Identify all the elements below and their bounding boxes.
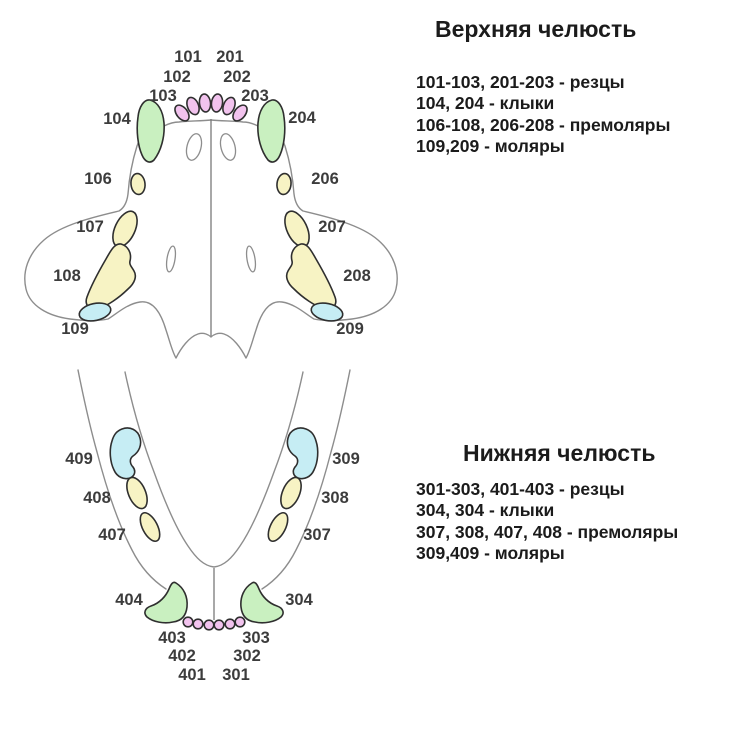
lower-jaw-title: Нижняя челюсть xyxy=(463,440,656,466)
tooth-label-309: 309 xyxy=(332,450,360,468)
tooth-408 xyxy=(123,474,152,511)
tooth-label-201: 201 xyxy=(216,48,244,66)
tooth-303 xyxy=(235,617,245,627)
upper-jaw-title: Верхняя челюсть xyxy=(435,16,637,42)
tooth-label-403: 403 xyxy=(158,629,186,647)
tooth-label-404: 404 xyxy=(115,591,143,609)
tooth-201 xyxy=(210,93,223,112)
tooth-label-109: 109 xyxy=(61,320,89,338)
upper-legend-line-molars: 109,209 - моляры xyxy=(416,136,565,157)
tooth-label-308: 308 xyxy=(321,489,349,507)
tooth-308 xyxy=(277,474,306,511)
tooth-label-407: 407 xyxy=(98,526,126,544)
upper-legend-line-incisors: 101-103, 201-203 - резцы xyxy=(416,72,625,92)
tooth-402 xyxy=(193,619,203,629)
tooth-label-307: 307 xyxy=(303,526,331,544)
tooth-label-303: 303 xyxy=(242,629,270,647)
tooth-label-208: 208 xyxy=(343,267,371,285)
tooth-label-209: 209 xyxy=(336,320,364,338)
tooth-label-302: 302 xyxy=(233,647,261,665)
tooth-label-207: 207 xyxy=(318,218,346,236)
tooth-307 xyxy=(264,510,291,544)
mandible-outer-right xyxy=(262,370,350,589)
tooth-301 xyxy=(214,620,224,630)
lower-jaw-legend xyxy=(416,479,678,565)
tooth-label-304: 304 xyxy=(285,591,313,609)
upper-legend-line-canines: 104, 204 - клыки xyxy=(416,93,555,114)
tooth-label-107: 107 xyxy=(76,218,104,236)
tooth-label-204: 204 xyxy=(288,109,316,127)
tooth-label-401: 401 xyxy=(178,666,206,684)
tooth-403 xyxy=(183,617,193,627)
lower-legend-line-molars: 309,409 - моляры xyxy=(416,543,565,564)
tooth-401 xyxy=(204,620,214,630)
tooth-101 xyxy=(198,93,211,112)
tooth-label-103: 103 xyxy=(149,87,177,105)
tooth-407 xyxy=(136,510,163,544)
tooth-label-106: 106 xyxy=(84,170,112,188)
lower-legend-line-incisors: 301-303, 401-403 - резцы xyxy=(416,479,625,499)
tooth-309 xyxy=(287,428,317,479)
tooth-label-402: 402 xyxy=(168,647,196,665)
lower-legend-line-canines: 304, 304 - клыки xyxy=(416,500,555,521)
tooth-label-409: 409 xyxy=(65,450,93,468)
tooth-409 xyxy=(110,428,140,479)
upper-jaw-legend xyxy=(416,72,670,158)
tooth-label-206: 206 xyxy=(311,170,339,188)
upper-legend-line-premolars: 106-108, 206-208 - премоляры xyxy=(416,114,671,135)
tooth-label-203: 203 xyxy=(241,87,269,105)
tooth-label-101: 101 xyxy=(174,48,202,66)
lower-legend-line-premolars: 307, 308, 407, 408 - премоляры xyxy=(416,521,679,542)
tooth-label-301: 301 xyxy=(222,666,250,684)
tooth-label-408: 408 xyxy=(83,489,111,507)
tooth-label-108: 108 xyxy=(53,267,81,285)
tooth-label-202: 202 xyxy=(223,68,251,86)
tooth-label-102: 102 xyxy=(163,68,191,86)
tooth-302 xyxy=(225,619,235,629)
tooth-label-104: 104 xyxy=(103,110,131,128)
mandible-outer-left xyxy=(78,370,166,589)
